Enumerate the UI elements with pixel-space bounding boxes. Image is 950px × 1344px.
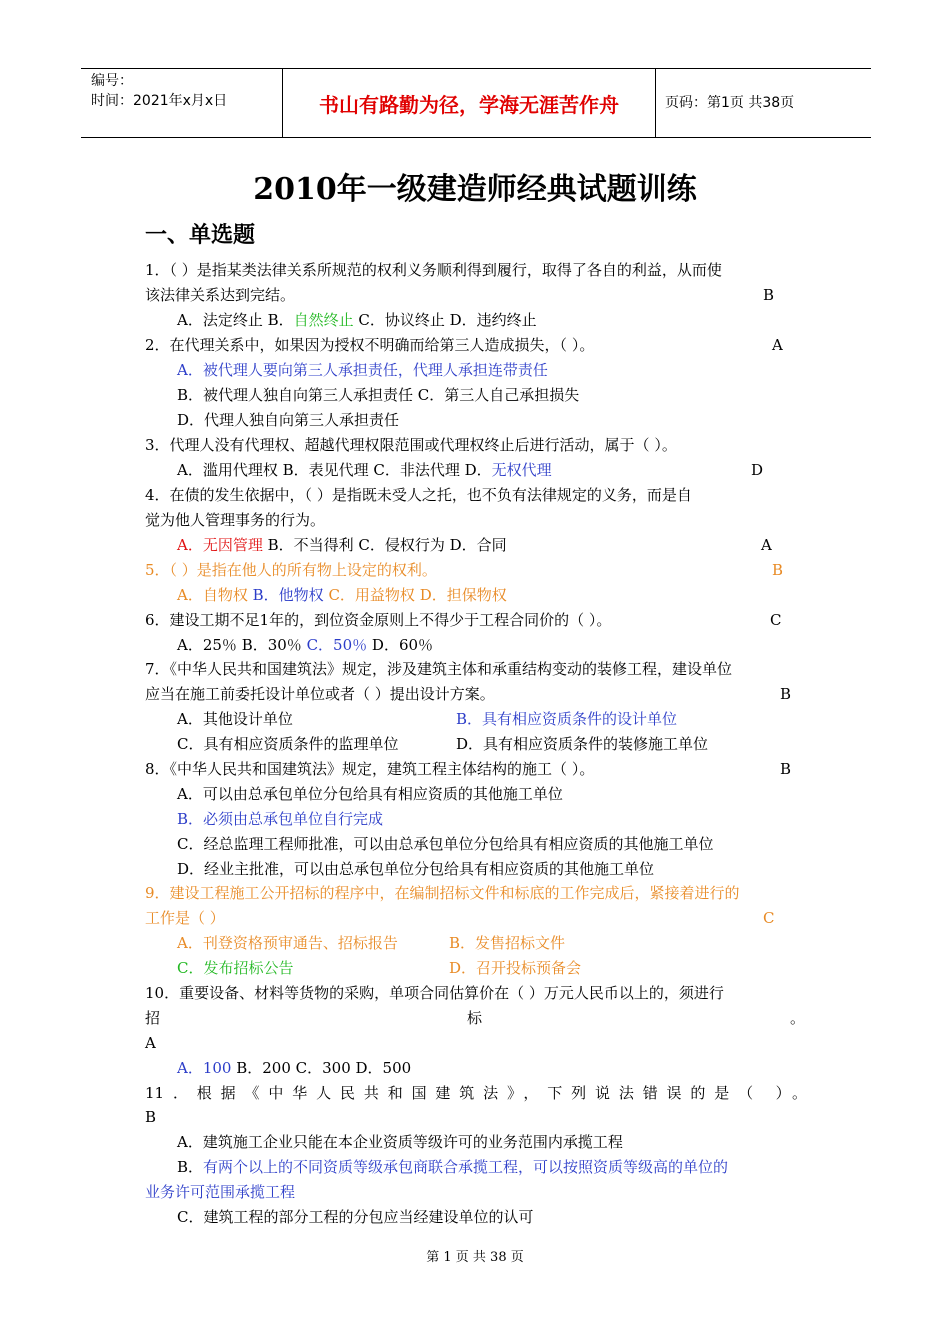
q6-opt-d: D．60％	[367, 636, 434, 654]
q8-answer: B	[780, 760, 792, 778]
q6-line1: 6．建设工期不足1年的，到位资金原则上不得少于工程合同价的（ ）。	[145, 611, 612, 629]
q8-opt-b: B．必须由总承包单位自行完成	[177, 810, 384, 828]
q11-opt-b-text: 有两个以上的不同资质等级承包商联合承揽工程，可以按照资质等级高的单位的	[203, 1158, 729, 1176]
q1-opt-b: 自然终止	[293, 311, 354, 329]
q1-options	[177, 308, 839, 332]
q5-options	[177, 583, 839, 607]
q5-line1: 5．（ ）是指在他人的所有物上设定的权利。	[145, 561, 437, 579]
time-label: 时间：2021年x月x日	[91, 93, 228, 109]
q7-line1: 7．《中华人民共和国建筑法》规定，涉及建筑主体和承重结构变动的装修工程，建设单位	[145, 660, 733, 678]
q2-opt-d: D．代理人独自向第三人承担责任	[177, 411, 400, 429]
q8-opt-c: C．经总监理工程师批准，可以由总承包单位分包给具有相应资质的其他施工单位	[177, 835, 714, 853]
q1-opt-a: A．法定终止 B．	[177, 311, 294, 329]
q4-options	[177, 533, 839, 557]
q11-answer: B	[145, 1108, 157, 1126]
q3-answer: D	[751, 461, 764, 479]
q10-opt-rest: B．200 C．300 D．500	[231, 1059, 412, 1077]
q4-answer: A	[761, 536, 772, 554]
q11-opt-b-prefix: B．	[177, 1158, 204, 1176]
q7-opt-d: D．具有相应资质条件的装修施工单位	[456, 735, 709, 753]
q6-opt-c: C．50％	[306, 636, 368, 654]
q1-line2: 该法律关系达到完结。	[145, 286, 296, 304]
q4-opt-a: A．无因管理	[177, 536, 263, 554]
q6-answer: C	[770, 611, 782, 629]
q9-opt-c: C．发布招标公告	[177, 959, 294, 977]
q9-line2: 工作是（ ）	[145, 909, 225, 927]
motto: 书山有路勤为径，学海无涯苦作舟	[282, 69, 656, 137]
q9-opt-a: A．刊登资格预审通告、招标报告	[177, 934, 398, 952]
q10-answer: A	[145, 1034, 156, 1052]
q9-opt-b: B．发售招标文件	[449, 934, 566, 952]
q9-answer: C	[763, 909, 775, 927]
q7-opt-a: A．其他设计单位	[177, 710, 293, 728]
q2-opt-a: A．被代理人要向第三人承担责任，代理人承担连带责任	[177, 361, 548, 379]
q5-opt-d: D．担保物权	[419, 586, 507, 604]
q10-options	[177, 1056, 839, 1080]
q5-answer: B	[772, 561, 784, 579]
q2-answer: A	[772, 336, 783, 354]
q3-line1: 3．代理人没有代理权、超越代理权限范围或代理权终止后进行活动，属于（ ）。	[145, 436, 677, 454]
q3-opt-d: 无权代理	[491, 461, 552, 479]
q8-opt-a: A．可以由总承包单位分包给具有相应资质的其他施工单位	[177, 785, 563, 803]
q5-opt-c: C．用益物权	[328, 586, 415, 604]
page-footer: 第 1 页 共 38 页	[426, 1250, 524, 1265]
q8-opt-d: D．经业主批准，可以由总承包单位分包给具有相应资质的其他施工单位	[177, 860, 655, 878]
number-label: 编号：	[91, 73, 133, 89]
q4-line1: 4．在债的发生依据中，（ ）是指既未受人之托，也不负有法律规定的义务，而是自	[145, 486, 692, 504]
q2-line1: 2．在代理关系中，如果因为授权不明确而给第三人造成损失，（ ）。	[145, 336, 595, 354]
q5-opt-a: A．自物权	[177, 586, 248, 604]
document-title: 2010年一级建造师经典试题训练	[253, 172, 697, 207]
q7-line2: 应当在施工前委托设计单位或者（ ）提出设计方案。	[145, 685, 495, 703]
q11-line1: 11．根据《中华人民共和国建筑法》，下列说法错误的是（ ）。	[145, 1084, 807, 1102]
q10-word2: 标	[467, 1009, 483, 1027]
q2-opt-bc: B．被代理人独自向第三人承担责任 C．第三人自己承担损失	[177, 386, 580, 404]
q7-opt-b: B．具有相应资质条件的设计单位	[456, 710, 678, 728]
q6-options	[177, 633, 839, 657]
q7-answer: B	[780, 685, 792, 703]
q10-word1: 招	[145, 1009, 161, 1027]
q10-word3: 。	[790, 1009, 806, 1027]
q4-line2: 觉为他人管理事务的行为。	[145, 511, 326, 529]
q11-opt-c: C．建筑工程的部分工程的分包应当经建设单位的认可	[177, 1208, 534, 1226]
q5-opt-b: B．他物权	[252, 586, 324, 604]
q1-answer: B	[763, 286, 775, 304]
q10-opt-a: A．100	[177, 1059, 232, 1077]
page-info: 页码：第1页 共38页	[665, 95, 795, 111]
q3-opts-pre: A．滥用代理权 B．表见代理 C．非法代理 D．	[177, 461, 492, 479]
q1-line1: 1．（ ）是指某类法律关系所规范的权利义务顺利得到履行，取得了各自的利益，从而使	[145, 261, 722, 279]
q11-opt-b-line1	[177, 1155, 839, 1179]
q10-line1: 10．重要设备、材料等货物的采购，单项合同估算价在（ ）万元人民币以上的，须进行	[145, 984, 724, 1002]
q4-opt-rest: B．不当得利 C．侵权行为 D．合同	[262, 536, 507, 554]
q9-line1: 9．建设工程施工公开招标的程序中，在编制招标文件和标底的工作完成后，紧接着进行的	[145, 884, 740, 902]
q3-options	[177, 458, 839, 482]
q8-line1: 8．《中华人民共和国建筑法》规定，建筑工程主体结构的施工（ ）。	[145, 760, 595, 778]
section-heading: 一、单选题	[145, 222, 256, 248]
q11-opt-a: A．建筑施工企业只能在本企业资质等级许可的业务范围内承揽工程	[177, 1133, 623, 1151]
header-left-cell	[81, 69, 282, 137]
q6-opt-ab: A．25％ B．30％	[177, 636, 307, 654]
q9-opt-d: D．召开投标预备会	[449, 959, 582, 977]
q1-opt-rest: C．协议终止 D．违约终止	[353, 311, 537, 329]
header-table	[81, 68, 871, 138]
q11-opt-b-line2: 业务许可范围承揽工程	[145, 1183, 296, 1201]
q7-opt-c: C．具有相应资质条件的监理单位	[177, 735, 399, 753]
